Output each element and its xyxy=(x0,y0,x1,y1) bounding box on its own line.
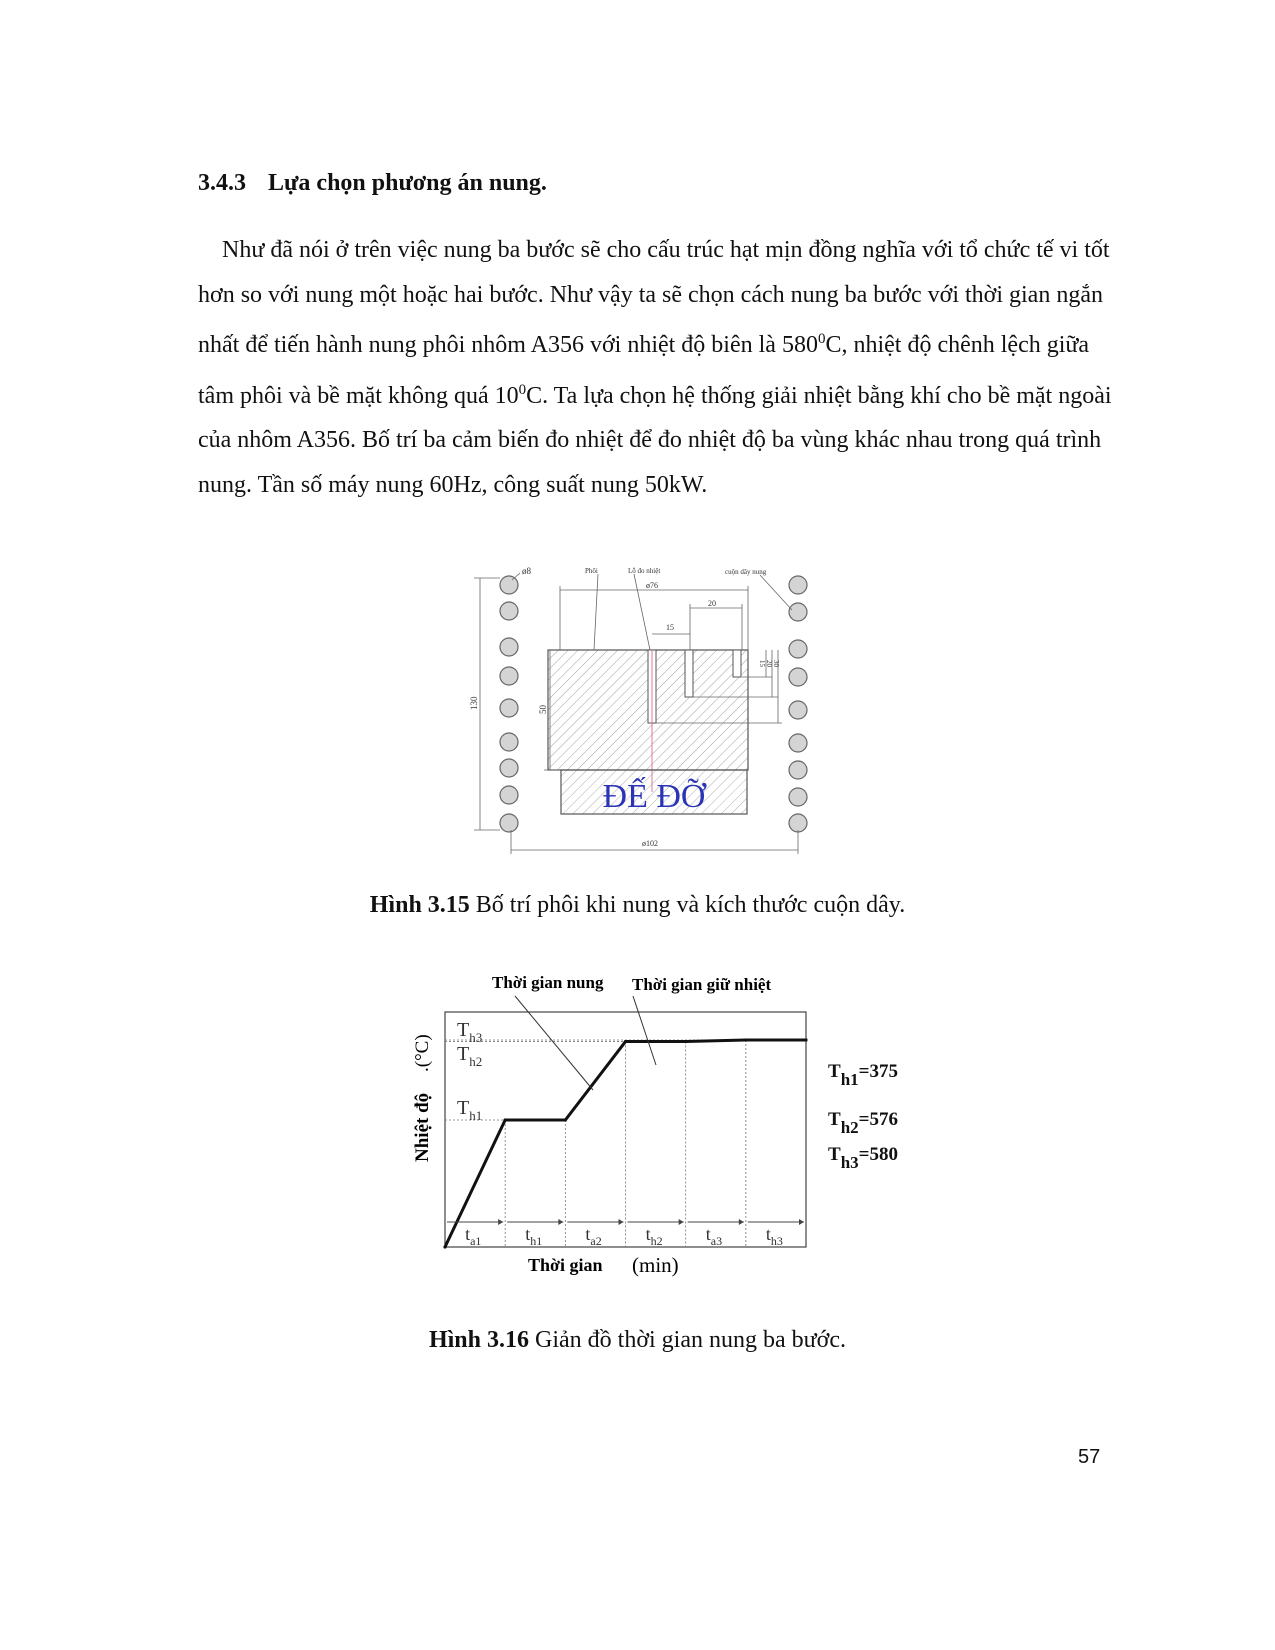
annotation-leader-heating xyxy=(515,996,593,1090)
annotation-holding-time: Thời gian giữ nhiệt xyxy=(632,975,772,994)
section-number: 3.4.3 xyxy=(198,170,246,196)
data-point xyxy=(624,1040,627,1043)
y-axis-unit: .(°C) xyxy=(412,1034,433,1072)
caption-text: Giản đồ thời gian nung ba bước. xyxy=(529,1327,847,1353)
dim-phi76: ø76 xyxy=(646,581,658,590)
interval-arrowhead xyxy=(739,1219,744,1225)
figure-caption-3-16 xyxy=(0,1327,1275,1354)
paragraph-part-2: C, nhiệt độ chênh lệch giữa tâm phôi và bề mặt không quá 10 xyxy=(198,332,1090,409)
y-level-label: $T_{h3}$ xyxy=(457,1019,483,1045)
dim-15: 15 xyxy=(666,623,674,632)
superscript-1: 0 xyxy=(817,331,826,347)
x-axis-unit: (min) xyxy=(632,1253,679,1277)
x-axis-title: Thời gian xyxy=(528,1255,603,1275)
coil-left xyxy=(500,576,518,832)
dim-phi8: ø8 xyxy=(522,566,531,576)
heating-schedule-chart xyxy=(400,962,920,1292)
interval-arrowhead xyxy=(498,1219,503,1225)
data-point xyxy=(804,1038,807,1041)
dim-20: 20 xyxy=(708,599,716,608)
section-title: Lựa chọn phương án nung. xyxy=(268,170,547,196)
y-level-label: $T_{h2}$ xyxy=(457,1043,483,1069)
coil-right xyxy=(789,576,807,832)
annotation-leader-holding xyxy=(633,996,656,1065)
dim-15-vertical: 15 xyxy=(758,660,766,667)
y-level-label: $T_{h1}$ xyxy=(457,1097,483,1123)
paragraph-part-1: Như đã nói ở trên việc nung ba bước sẽ cho cấu trúc hạt mịn đồng nghĩa với tổ chức tế vi tốt hơn so với nung một hoặc hai bước. Như vậy ta sẽ chọn cách nung ba bước với thời gian ngắn nhất để tiến hành nung phôi nhôm A356 với nhiệt độ biên là 580 xyxy=(198,237,1110,358)
dim-130: 130 xyxy=(469,696,479,710)
paragraph-part-3: C. Ta lựa chọn hệ thống giải nhiệt bằng khí cho bề mặt ngoài của nhôm A356. Bố trí ba cảm biến đo nhiệt để đo nhiệt độ ba vùng khác nhau trong quá trình nung. Tần số máy nung 60Hz, công suất nung 50kW. xyxy=(198,382,1112,498)
interval-label: $t_{h1}$ xyxy=(525,1224,543,1248)
dim-20-vertical: 20 xyxy=(765,660,773,667)
legend-entry: Th3=580 xyxy=(828,1144,898,1172)
dim-30-vertical: 30 xyxy=(772,660,780,667)
interval-arrowhead xyxy=(558,1219,563,1225)
caption-label: Hình 3.15 xyxy=(369,892,470,918)
figure-billet-coil-drawing xyxy=(460,560,820,860)
interval-label: $t_{a3}$ xyxy=(705,1224,723,1248)
y-axis-title: Nhiệt độ xyxy=(412,1092,433,1162)
body-paragraph xyxy=(198,228,1113,507)
section-heading xyxy=(198,170,547,197)
data-point xyxy=(684,1040,687,1043)
label-billet: Phôi xyxy=(585,567,598,575)
interval-label: $t_{h2}$ xyxy=(645,1224,663,1248)
interval-arrowhead xyxy=(799,1219,804,1225)
interval-arrowhead xyxy=(679,1219,684,1225)
interval-label: $t_{a1}$ xyxy=(465,1224,482,1248)
legend-entry: Th1=375 xyxy=(828,1061,898,1089)
support-base-label: ĐẾ ĐỠ xyxy=(602,778,706,815)
y-axis-label xyxy=(412,1034,433,1162)
label-thermo-hole: Lỗ đo nhiệt xyxy=(628,567,661,575)
data-point xyxy=(443,1245,446,1248)
data-point xyxy=(744,1038,747,1041)
annotation-heating-time: Thời gian nung xyxy=(492,973,604,992)
thermo-hole-2 xyxy=(685,650,693,697)
dim-phi102: ø102 xyxy=(642,839,658,848)
thermo-hole-3 xyxy=(733,650,741,677)
page-number: 57 xyxy=(1078,1446,1101,1468)
data-point xyxy=(564,1118,567,1121)
figure-caption-3-15 xyxy=(0,892,1275,919)
data-point xyxy=(504,1118,507,1121)
superscript-2: 0 xyxy=(518,381,527,398)
label-coil: cuộn dây nung xyxy=(725,568,767,576)
interval-label: $t_{a2}$ xyxy=(585,1224,602,1248)
interval-label: $t_{h3}$ xyxy=(765,1224,783,1248)
caption-text: Bố trí phôi khi nung và kích thước cuộn dây. xyxy=(469,892,906,918)
legend-entry: Th2=576 xyxy=(828,1109,898,1137)
caption-label: Hình 3.16 xyxy=(428,1327,529,1353)
dim-50: 50 xyxy=(538,705,548,714)
interval-arrowhead xyxy=(619,1219,624,1225)
